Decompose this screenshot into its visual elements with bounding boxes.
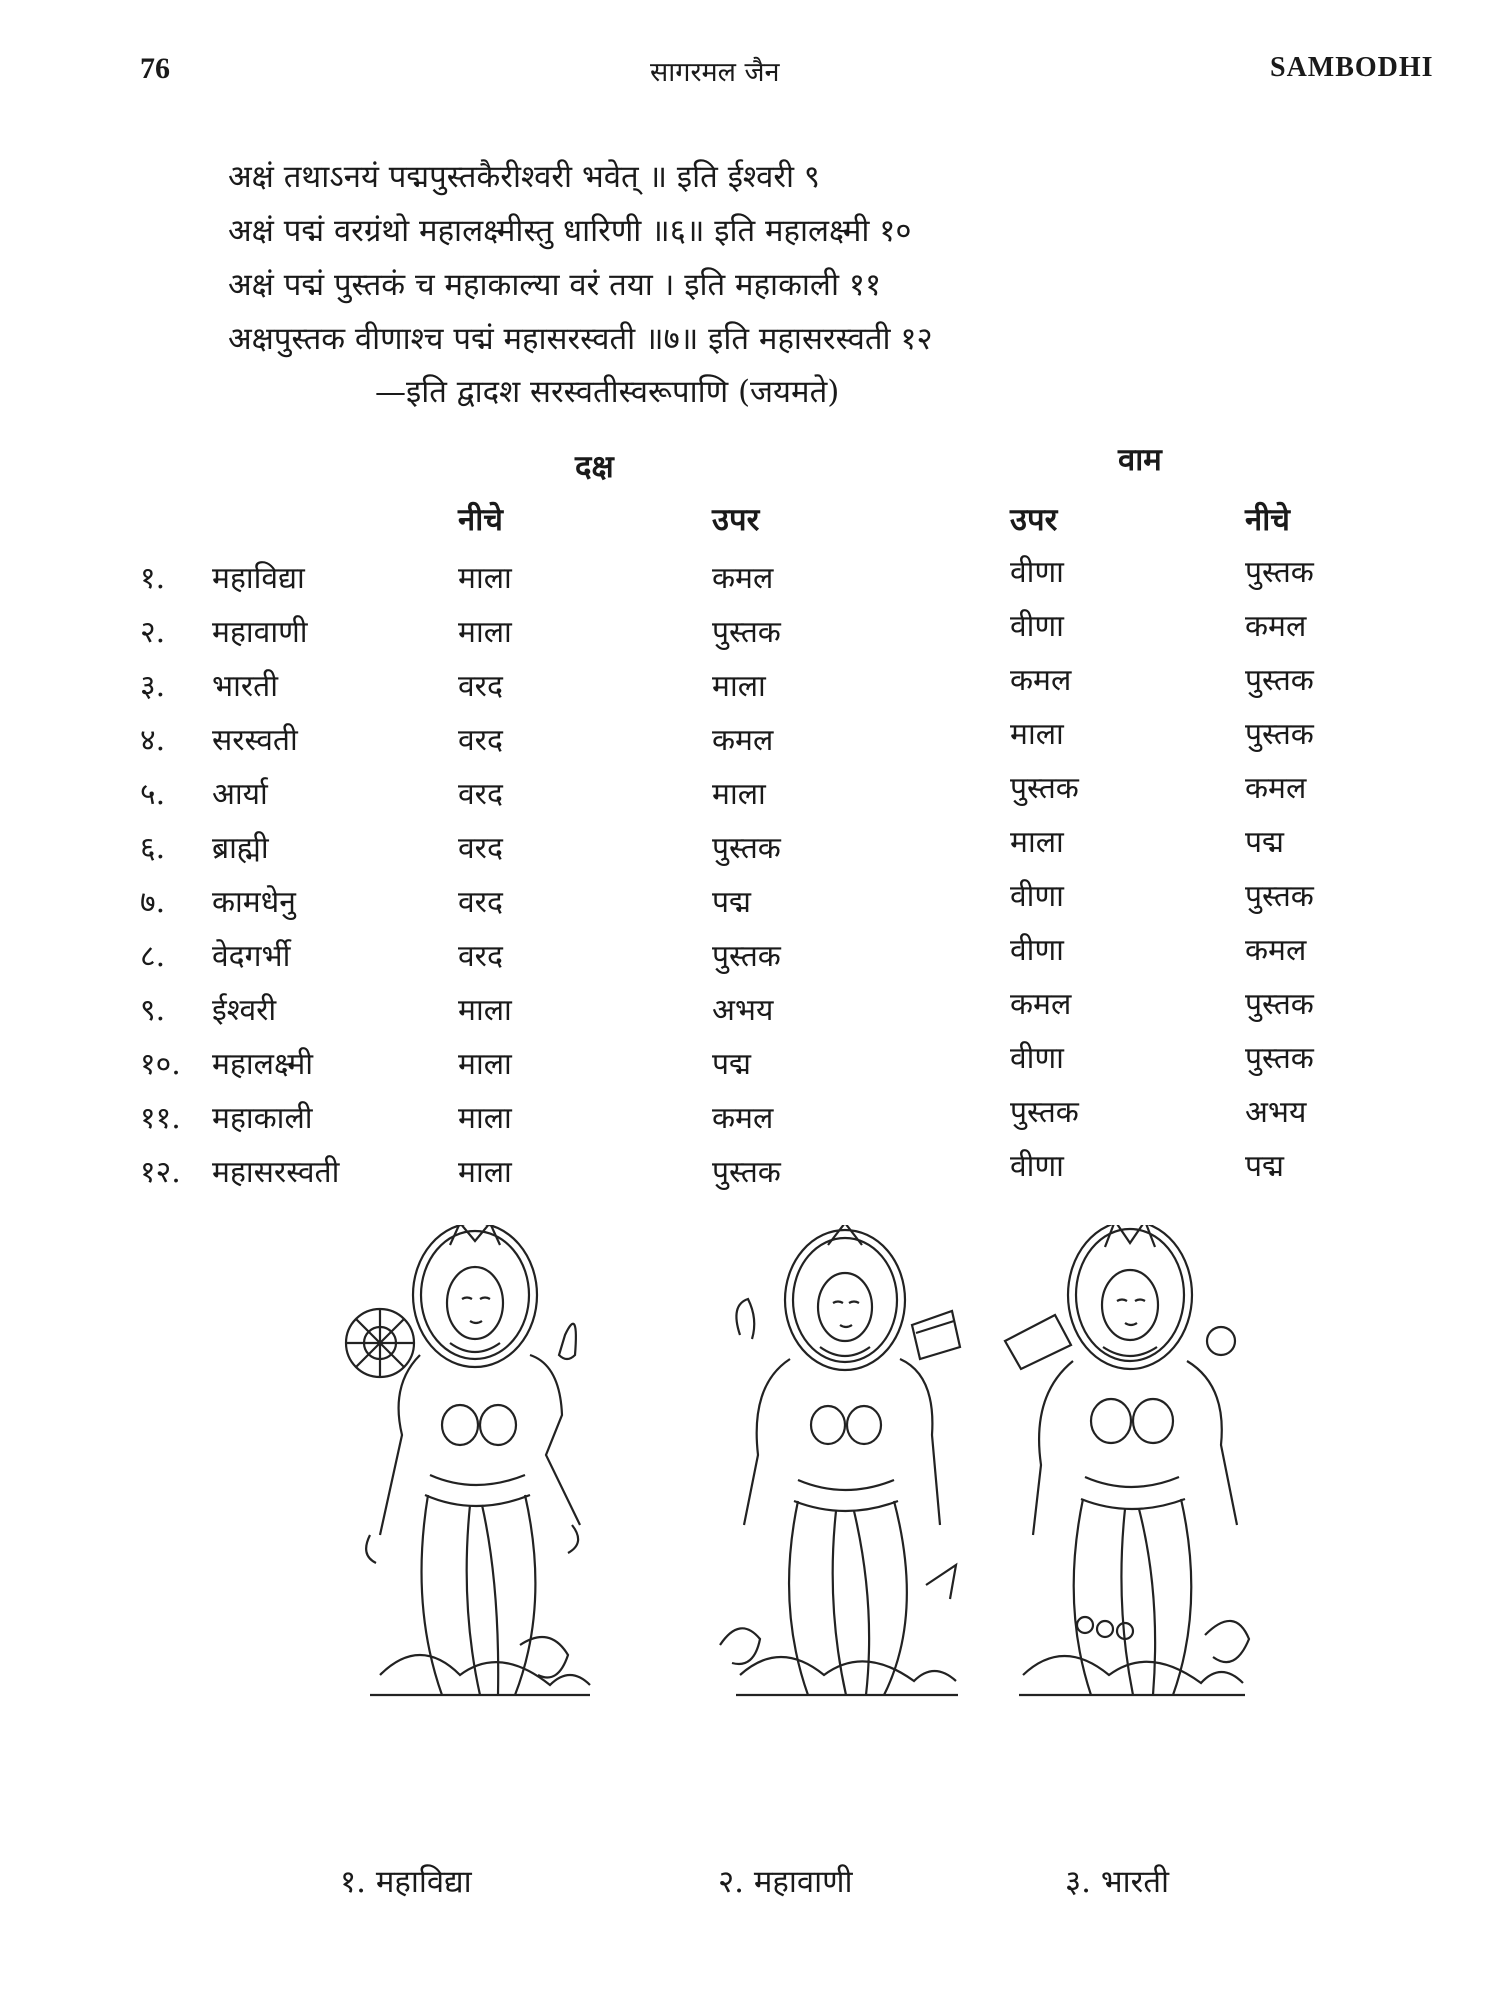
cell: पुस्तक bbox=[1010, 771, 1079, 806]
figure-caption: १. महाविद्या bbox=[340, 1864, 472, 1900]
figure-caption: ३. भारती bbox=[1065, 1864, 1170, 1900]
cell: माला bbox=[458, 993, 512, 1028]
cell: कमल bbox=[1010, 987, 1072, 1022]
cell: माला bbox=[458, 1047, 512, 1082]
cell: कमल bbox=[1010, 663, 1072, 698]
column-header-lower: नीचे bbox=[1245, 502, 1290, 538]
table-row bbox=[0, 718, 1500, 772]
table-row bbox=[0, 880, 1500, 934]
cell: वीणा bbox=[1010, 879, 1064, 914]
cell: कमल bbox=[712, 1101, 774, 1136]
row-name: महाकाली bbox=[212, 1101, 313, 1136]
table-row bbox=[0, 1096, 1500, 1150]
cell: माला bbox=[712, 777, 766, 812]
group-header-right-hand: दक्ष bbox=[575, 449, 614, 485]
cell: वरद bbox=[458, 831, 503, 866]
row-number: ६. bbox=[140, 831, 166, 866]
row-name: महालक्ष्मी bbox=[212, 1047, 314, 1082]
verse-line: अक्षपुस्तक वीणाश्च पद्मं महासरस्वती ॥७॥ इति महासरस्वती १२ bbox=[228, 321, 933, 357]
cell: पुस्तक bbox=[712, 615, 781, 650]
cell: पुस्तक bbox=[1010, 1095, 1079, 1130]
cell: पुस्तक bbox=[712, 939, 781, 974]
figure-caption: २. महावाणी bbox=[718, 1864, 853, 1900]
cell: माला bbox=[1010, 717, 1064, 752]
cell: वरद bbox=[458, 885, 503, 920]
column-header-upper: उपर bbox=[1010, 502, 1058, 538]
cell: पद्म bbox=[1245, 825, 1285, 860]
cell: वरद bbox=[458, 777, 503, 812]
row-name: आर्या bbox=[212, 777, 268, 812]
table-row bbox=[0, 772, 1500, 826]
cell: कमल bbox=[1245, 933, 1307, 968]
cell: माला bbox=[458, 1101, 512, 1136]
cell: पुस्तक bbox=[1245, 555, 1314, 590]
row-name: महाविद्या bbox=[212, 561, 305, 596]
table-row bbox=[0, 1042, 1500, 1096]
cell: पुस्तक bbox=[1245, 879, 1314, 914]
row-name: भारती bbox=[212, 669, 278, 704]
cell: माला bbox=[458, 561, 512, 596]
cell: वरद bbox=[458, 939, 503, 974]
cell: पुस्तक bbox=[712, 831, 781, 866]
cell: कमल bbox=[712, 561, 774, 596]
row-number: १०. bbox=[140, 1047, 181, 1082]
row-number: ४. bbox=[140, 723, 166, 758]
goddess-book-icon bbox=[680, 1225, 1010, 1705]
group-header-left-hand: वाम bbox=[1118, 442, 1162, 478]
table-row bbox=[0, 826, 1500, 880]
page-number: 76 bbox=[140, 52, 170, 85]
table-row bbox=[0, 556, 1500, 610]
cell: वीणा bbox=[1010, 609, 1064, 644]
cell: अभय bbox=[712, 993, 774, 1028]
cell: अभय bbox=[1245, 1095, 1307, 1130]
goddess-lotus-icon bbox=[310, 1225, 640, 1705]
cell: पुस्तक bbox=[1245, 717, 1314, 752]
table-row bbox=[0, 934, 1500, 988]
cell: पद्म bbox=[712, 885, 752, 920]
column-header-upper: उपर bbox=[712, 502, 760, 538]
cell: माला bbox=[458, 615, 512, 650]
journal-title: SAMBODHI bbox=[1270, 52, 1434, 83]
row-number: १. bbox=[140, 561, 166, 596]
row-name: महासरस्वती bbox=[212, 1155, 340, 1190]
colophon: —इति द्वादश सरस्वतीस्वरूपाणि (जयमते) bbox=[375, 374, 840, 410]
cell: पुस्तक bbox=[1245, 663, 1314, 698]
verse-line: अक्षं पद्मं वरग्रंथो महालक्ष्मीस्तु धारिणी ॥६॥ इति महालक्ष्मी १० bbox=[228, 213, 912, 249]
row-name: कामधेनु bbox=[212, 885, 296, 920]
cell: वीणा bbox=[1010, 555, 1064, 590]
row-name: ईश्वरी bbox=[212, 993, 277, 1028]
cell: वरद bbox=[458, 669, 503, 704]
row-number: ८. bbox=[140, 939, 166, 974]
row-number: २. bbox=[140, 615, 166, 650]
cell: वीणा bbox=[1010, 1041, 1064, 1076]
table-row bbox=[0, 610, 1500, 664]
cell: पद्म bbox=[712, 1047, 752, 1082]
row-number: ११. bbox=[140, 1101, 181, 1136]
row-number: १२. bbox=[140, 1155, 181, 1190]
row-name: ब्राह्मी bbox=[212, 831, 269, 866]
row-number: ७. bbox=[140, 885, 166, 920]
row-name: महावाणी bbox=[212, 615, 308, 650]
table-row bbox=[0, 988, 1500, 1042]
cell: पद्म bbox=[1245, 1149, 1285, 1184]
goddess-vina-icon bbox=[965, 1225, 1295, 1705]
row-number: ३. bbox=[140, 669, 166, 704]
verse-block bbox=[228, 150, 1378, 366]
cell: पुस्तक bbox=[1245, 987, 1314, 1022]
verse-line: अक्षं पद्मं पुस्तकं च महाकाल्या वरं तया । इति महाकाली ११ bbox=[228, 267, 882, 303]
cell: वरद bbox=[458, 723, 503, 758]
cell: पुस्तक bbox=[712, 1155, 781, 1190]
running-title: सागरमल जैन bbox=[650, 57, 780, 88]
column-header-lower: नीचे bbox=[458, 502, 503, 538]
cell: माला bbox=[458, 1155, 512, 1190]
row-number: ५. bbox=[140, 777, 166, 812]
cell: कमल bbox=[1245, 771, 1307, 806]
cell: माला bbox=[712, 669, 766, 704]
cell: माला bbox=[1010, 825, 1064, 860]
cell: कमल bbox=[712, 723, 774, 758]
row-name: सरस्वती bbox=[212, 723, 298, 758]
verse-line: अक्षं तथाऽनयं पद्मपुस्तकैरीश्वरी भवेत् ॥ इति ईश्वरी ९ bbox=[228, 159, 821, 195]
table-row bbox=[0, 1150, 1500, 1204]
cell: वीणा bbox=[1010, 933, 1064, 968]
row-number: ९. bbox=[140, 993, 166, 1028]
cell: कमल bbox=[1245, 609, 1307, 644]
cell: पुस्तक bbox=[1245, 1041, 1314, 1076]
cell: वीणा bbox=[1010, 1149, 1064, 1184]
table-row bbox=[0, 664, 1500, 718]
row-name: वेदगर्भी bbox=[212, 939, 291, 974]
